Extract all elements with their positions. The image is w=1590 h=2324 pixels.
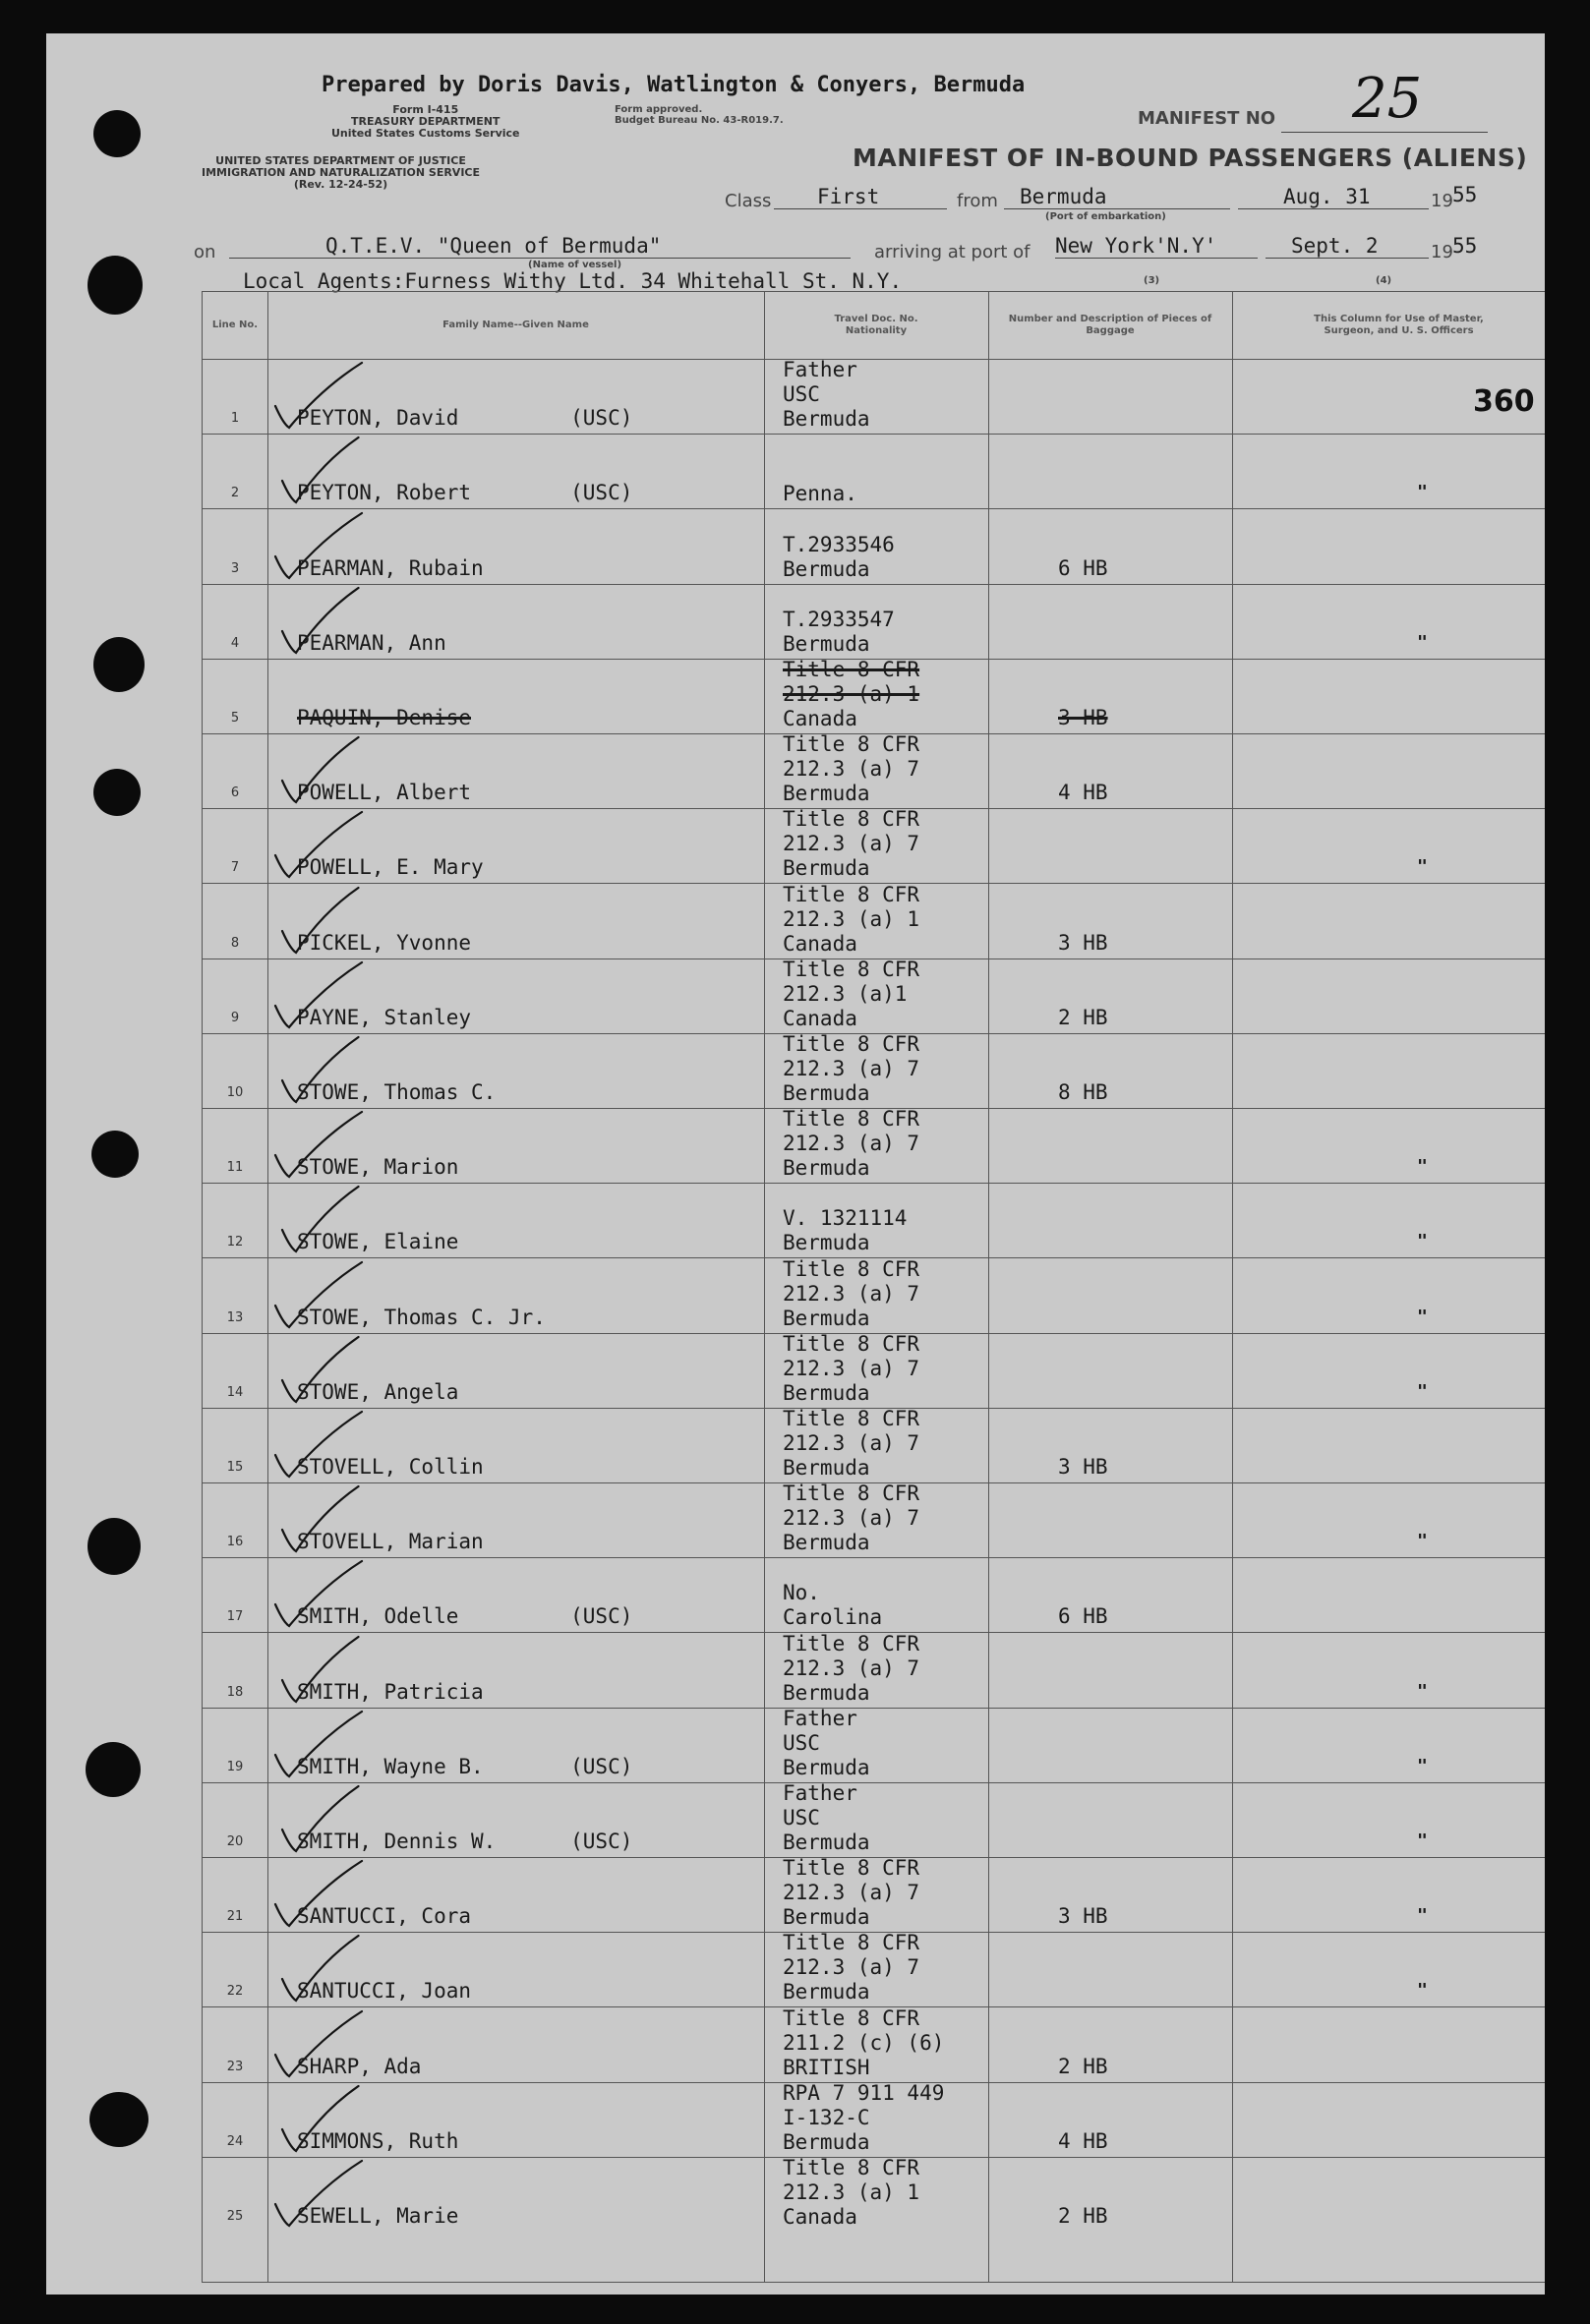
travel-doc-line: Father <box>783 1706 857 1730</box>
punch-hole <box>91 1131 139 1178</box>
vessel-name: Q.T.E.V. "Queen of Bermuda" <box>229 234 851 259</box>
travel-doc <box>783 2156 979 2230</box>
travel-doc-line: Bermuda <box>783 407 870 432</box>
table-row <box>203 1708 1545 1783</box>
travel-doc-line: 212.3 (a) 7 <box>783 1955 920 1980</box>
form-approved: Form approved. Budget Bureau No. 43-R019.7. <box>615 104 784 126</box>
passenger-name: PAQUIN, Denise <box>297 705 472 729</box>
passenger-name: STOWE, Marion <box>297 1155 459 1180</box>
baggage: 3 HB <box>1058 705 1108 729</box>
baggage: 4 HB <box>1058 781 1108 805</box>
line-number: 9 <box>230 1010 240 1025</box>
travel-doc-line: Bermuda <box>783 1455 870 1480</box>
travel-doc <box>783 358 979 432</box>
column-marker-3: (3) <box>1144 275 1160 286</box>
travel-doc-line: Bermuda <box>783 782 870 806</box>
line-number: 14 <box>226 1384 244 1400</box>
travel-doc-line: 212.3 (a) 1 <box>783 2179 920 2204</box>
table-row <box>203 359 1545 435</box>
passenger-name: SMITH, Dennis W. (USC) <box>297 1829 633 1853</box>
travel-doc-line: RPA 7 911 449 <box>783 2080 945 2105</box>
line-number: 3 <box>230 560 240 576</box>
travel-doc-line: No. <box>783 1581 820 1605</box>
class-label: Class <box>725 191 772 211</box>
officer-mark: " <box>1417 1306 1428 1327</box>
travel-doc <box>783 658 979 731</box>
header-name: Family Name--Given Name <box>442 320 589 330</box>
travel-doc <box>783 2006 979 2080</box>
passenger-name: PAYNE, Stanley <box>297 1005 472 1029</box>
line-number: 25 <box>226 2208 244 2224</box>
table-row <box>203 1408 1545 1483</box>
baggage: 6 HB <box>1058 555 1108 580</box>
line-number: 10 <box>226 1084 244 1100</box>
depart-year: 55 <box>1452 183 1478 206</box>
travel-doc-line: Bermuda <box>783 1080 870 1105</box>
travel-doc-line: 212.3 (a) 7 <box>783 1281 920 1306</box>
line-number: 6 <box>230 785 240 801</box>
table-row <box>203 1557 1545 1633</box>
travel-doc-line: Title 8 CFR <box>783 1631 920 1656</box>
vessel-caption: (Name of vessel) <box>528 260 622 270</box>
passenger-name: PEARMAN, Ann <box>297 630 446 655</box>
punch-hole <box>86 1742 141 1797</box>
travel-doc-line: 212.3 (a) 7 <box>783 1056 920 1080</box>
manifest-no-value: 25 <box>1352 67 1423 131</box>
passenger-name: PICKEL, Yvonne <box>297 930 472 955</box>
line-number: 17 <box>226 1609 244 1625</box>
travel-doc-line: Title 8 CFR <box>783 1482 920 1506</box>
travel-doc <box>783 807 979 881</box>
travel-doc-line: Bermuda <box>783 856 870 881</box>
travel-doc-line: Bermuda <box>783 1380 870 1405</box>
travel-doc-line: 212.3 (a) 7 <box>783 832 920 856</box>
table-row <box>203 808 1545 884</box>
baggage: 4 HB <box>1058 2128 1108 2153</box>
travel-doc-line: 212.3 (a) 7 <box>783 1881 920 1905</box>
travel-doc-line: Canada <box>783 931 857 956</box>
punch-hole <box>89 2092 148 2147</box>
travel-doc-line: Title 8 CFR <box>783 657 920 681</box>
punch-hole <box>88 256 143 315</box>
line-number: 23 <box>226 2059 244 2074</box>
officer-mark: " <box>1417 1531 1428 1552</box>
line-number: 15 <box>226 1459 244 1475</box>
from-value: Bermuda <box>1004 185 1230 209</box>
arriving-label: arriving at port of <box>874 242 1031 262</box>
line-number: 13 <box>226 1309 244 1325</box>
passenger-name: PEARMAN, Rubain <box>297 555 484 580</box>
local-agents: Local Agents:Furness Withy Ltd. 34 Whitehall St. N.Y. <box>243 269 903 293</box>
officer-mark: " <box>1417 631 1428 653</box>
travel-doc <box>783 608 979 657</box>
page-count: 360 <box>1473 384 1535 419</box>
travel-doc-line: Bermuda <box>783 1531 870 1555</box>
passenger-table <box>202 291 1545 2283</box>
passenger-name: POWELL, E. Mary <box>297 855 484 880</box>
line-number: 12 <box>226 1235 244 1250</box>
travel-doc-line: Bermuda <box>783 1231 870 1255</box>
travel-doc-line: Title 8 CFR <box>783 1107 920 1132</box>
arrival-port: New York'N.Y' <box>1055 234 1258 259</box>
travel-doc-line: 212.3 (a) 7 <box>783 757 920 782</box>
line-number: 5 <box>230 710 240 726</box>
baggage: 2 HB <box>1058 1005 1108 1029</box>
passenger-name: STOWE, Elaine <box>297 1230 459 1254</box>
travel-doc-line: USC <box>783 382 820 407</box>
travel-doc <box>783 533 979 582</box>
header-baggage: Number and Description of Pieces of Baggage <box>1008 314 1212 336</box>
table-row <box>203 1857 1545 1933</box>
arrival-year-prefix: 19 <box>1431 242 1453 262</box>
travel-doc-line: Title 8 CFR <box>783 807 920 832</box>
prepared-by: Prepared by Doris Davis, Watlington & Conyers, Bermuda <box>322 73 1026 97</box>
travel-doc-line: Bermuda <box>783 1306 870 1330</box>
line-number: 7 <box>230 860 240 876</box>
travel-doc <box>783 1332 979 1406</box>
line-number: 19 <box>226 1759 244 1774</box>
travel-doc-line: 212.3 (a) 1 <box>783 681 920 706</box>
travel-doc <box>783 1781 979 1855</box>
line-number: 24 <box>226 2133 244 2149</box>
travel-doc-line: Title 8 CFR <box>783 882 920 906</box>
table-row <box>203 883 1545 959</box>
travel-doc-line: T.2933547 <box>783 607 895 631</box>
travel-doc-line: 211.2 (c) (6) <box>783 2030 945 2055</box>
travel-doc-line: USC <box>783 1805 820 1830</box>
officer-mark: " <box>1417 1231 1428 1252</box>
arrival-year: 55 <box>1452 234 1478 258</box>
table-row <box>203 959 1545 1034</box>
table-row <box>203 1632 1545 1708</box>
travel-doc <box>783 1581 979 1630</box>
travel-doc-line: Title 8 CFR <box>783 2155 920 2179</box>
travel-doc <box>783 1632 979 1706</box>
travel-doc-line: Bermuda <box>783 1680 870 1705</box>
form-number: Form I-415 TREASURY DEPARTMENT United States Customs Service <box>331 103 520 140</box>
officer-mark: " <box>1417 1680 1428 1702</box>
travel-doc-line: Title 8 CFR <box>783 1856 920 1881</box>
punch-hole <box>93 110 141 157</box>
travel-doc-line: Title 8 CFR <box>783 957 920 981</box>
passenger-name: STOWE, Thomas C. <box>297 1079 497 1104</box>
port-caption: (Port of embarkation) <box>1045 211 1166 222</box>
baggage: 6 HB <box>1058 1604 1108 1629</box>
baggage: 3 HB <box>1058 930 1108 955</box>
travel-doc-line: 212.3 (a)1 <box>783 981 908 1006</box>
table-row <box>203 1183 1545 1258</box>
baggage: 2 HB <box>1058 2203 1108 2228</box>
officer-mark: " <box>1417 1830 1428 1851</box>
table-row <box>203 659 1545 734</box>
table-row <box>203 1782 1545 1858</box>
passenger-name: SMITH, Wayne B. (USC) <box>297 1754 633 1778</box>
table-row <box>203 1932 1545 2007</box>
officer-mark: " <box>1417 856 1428 878</box>
baggage: 2 HB <box>1058 2054 1108 2078</box>
travel-doc-line: 212.3 (a) 7 <box>783 1506 920 1531</box>
table-row <box>203 2157 1545 2232</box>
travel-doc-line: Bermuda <box>783 2129 870 2154</box>
travel-doc <box>783 1707 979 1780</box>
travel-doc-line: Carolina <box>783 1605 883 1630</box>
table-row <box>203 508 1545 584</box>
travel-doc <box>783 482 979 506</box>
officer-mark: " <box>1417 1380 1428 1402</box>
passenger-name: SANTUCCI, Joan <box>297 1979 472 2004</box>
travel-doc-line: 212.3 (a) 7 <box>783 1656 920 1680</box>
travel-doc-line: 212.3 (a) 7 <box>783 1132 920 1156</box>
travel-doc <box>783 1257 979 1331</box>
travel-doc-line: I-132-C <box>783 2105 870 2129</box>
passenger-name: STOVELL, Marian <box>297 1530 484 1554</box>
depart-year-prefix: 19 <box>1431 191 1453 211</box>
arrival-date: Sept. 2 <box>1266 234 1429 259</box>
manifest-title: MANIFEST OF IN-BOUND PASSENGERS (ALIENS) <box>853 144 1528 172</box>
travel-doc <box>783 958 979 1031</box>
travel-doc-line: 212.3 (a) 7 <box>783 1356 920 1380</box>
passenger-name: STOWE, Thomas C. Jr. <box>297 1305 546 1329</box>
table-row <box>203 2006 1545 2082</box>
travel-doc-line: Father <box>783 358 857 382</box>
travel-doc <box>783 1931 979 2004</box>
punch-hole <box>88 1518 141 1575</box>
officer-mark: " <box>1417 482 1428 503</box>
table-row <box>203 2082 1545 2158</box>
line-number: 22 <box>226 1984 244 2000</box>
class-value: First <box>774 185 947 209</box>
passenger-name: PEYTON, David (USC) <box>297 406 633 431</box>
table-row <box>203 584 1545 660</box>
officer-mark: " <box>1417 1905 1428 1927</box>
passenger-name: SIMMONS, Ruth <box>297 2128 459 2153</box>
travel-doc-line: Title 8 CFR <box>783 1406 920 1430</box>
travel-doc <box>783 1107 979 1181</box>
travel-doc-line: Title 8 CFR <box>783 2005 920 2030</box>
column-marker-4: (4) <box>1376 275 1392 286</box>
passenger-name: SEWELL, Marie <box>297 2203 459 2228</box>
travel-doc-line: Bermuda <box>783 1905 870 1930</box>
travel-doc <box>783 732 979 806</box>
travel-doc <box>783 2081 979 2155</box>
officer-mark: " <box>1417 1755 1428 1776</box>
travel-doc <box>783 1856 979 1930</box>
travel-doc-line: T.2933546 <box>783 532 895 556</box>
travel-doc <box>783 883 979 957</box>
travel-doc-line: BRITISH <box>783 2055 870 2079</box>
line-number: 18 <box>226 1684 244 1700</box>
travel-doc <box>783 1407 979 1481</box>
passenger-name: STOVELL, Collin <box>297 1454 484 1479</box>
travel-doc-line: Title 8 CFR <box>783 1256 920 1281</box>
travel-doc-line: V. 1321114 <box>783 1206 908 1231</box>
table-row <box>203 1257 1545 1333</box>
travel-doc-line: Bermuda <box>783 1156 870 1181</box>
passenger-name: PEYTON, Robert (USC) <box>297 481 633 505</box>
travel-doc <box>783 1032 979 1106</box>
from-label: from <box>957 191 998 211</box>
passenger-name: SMITH, Patricia <box>297 1679 484 1704</box>
travel-doc-line: Bermuda <box>783 1980 870 2004</box>
travel-doc-line: Canada <box>783 2204 857 2229</box>
line-number: 1 <box>230 411 240 427</box>
line-number: 8 <box>230 935 240 951</box>
on-label: on <box>194 242 216 262</box>
department-of-justice: UNITED STATES DEPARTMENT OF JUSTICE IMMIGRATION AND NATURALIZATION SERVICE (Rev. 12-24-52) <box>202 154 481 191</box>
header-travel-doc: Travel Doc. No. Nationality <box>834 314 918 336</box>
travel-doc-line: Title 8 CFR <box>783 732 920 757</box>
passenger-name: SHARP, Ada <box>297 2054 422 2078</box>
travel-doc-line: 212.3 (a) 1 <box>783 906 920 931</box>
travel-doc-line: Title 8 CFR <box>783 1331 920 1356</box>
travel-doc-line: Bermuda <box>783 631 870 656</box>
table-header <box>203 292 1545 360</box>
table-row <box>203 1482 1545 1558</box>
punch-hole <box>93 769 141 816</box>
manifest-page <box>46 33 1545 2295</box>
travel-doc <box>783 1482 979 1555</box>
travel-doc-line: Bermuda <box>783 556 870 581</box>
line-number: 11 <box>226 1160 244 1176</box>
travel-doc-line: Penna. <box>783 482 857 506</box>
travel-doc-line: USC <box>783 1730 820 1755</box>
officer-mark: " <box>1417 1980 1428 2002</box>
passenger-name: POWELL, Albert <box>297 781 472 805</box>
baggage: 8 HB <box>1058 1079 1108 1104</box>
line-number: 20 <box>226 1833 244 1849</box>
passenger-name: SANTUCCI, Cora <box>297 1904 472 1929</box>
line-number: 2 <box>230 486 240 501</box>
passenger-name: STOWE, Angela <box>297 1379 459 1404</box>
travel-doc-line: Canada <box>783 1006 857 1030</box>
manifest-no-line <box>1281 132 1488 133</box>
table-row <box>203 434 1545 509</box>
line-number: 4 <box>230 635 240 651</box>
table-row <box>203 1333 1545 1409</box>
manifest-no-label: MANIFEST NO <box>1138 108 1276 129</box>
baggage: 3 HB <box>1058 1904 1108 1929</box>
travel-doc-line: Bermuda <box>783 1830 870 1854</box>
travel-doc <box>783 1206 979 1255</box>
travel-doc-line: Bermuda <box>783 1755 870 1779</box>
table-row <box>203 1033 1545 1109</box>
line-number: 21 <box>226 1909 244 1925</box>
header-line-no: Line No. <box>211 320 259 330</box>
travel-doc-line: Canada <box>783 706 857 730</box>
baggage: 3 HB <box>1058 1454 1108 1479</box>
table-row <box>203 733 1545 809</box>
travel-doc-line: Father <box>783 1780 857 1805</box>
officer-mark: " <box>1417 1156 1428 1178</box>
travel-doc-line: 212.3 (a) 7 <box>783 1430 920 1455</box>
punch-hole <box>93 637 145 692</box>
passenger-name: SMITH, Odelle (USC) <box>297 1604 633 1629</box>
line-number: 16 <box>226 1535 244 1550</box>
depart-date: Aug. 31 <box>1238 185 1429 209</box>
header-officers: This Column for Use of Master, Surgeon, and U. S. Officers <box>1314 314 1484 336</box>
travel-doc-line: Title 8 CFR <box>783 1931 920 1955</box>
travel-doc-line: Title 8 CFR <box>783 1031 920 1056</box>
table-row <box>203 1108 1545 1184</box>
